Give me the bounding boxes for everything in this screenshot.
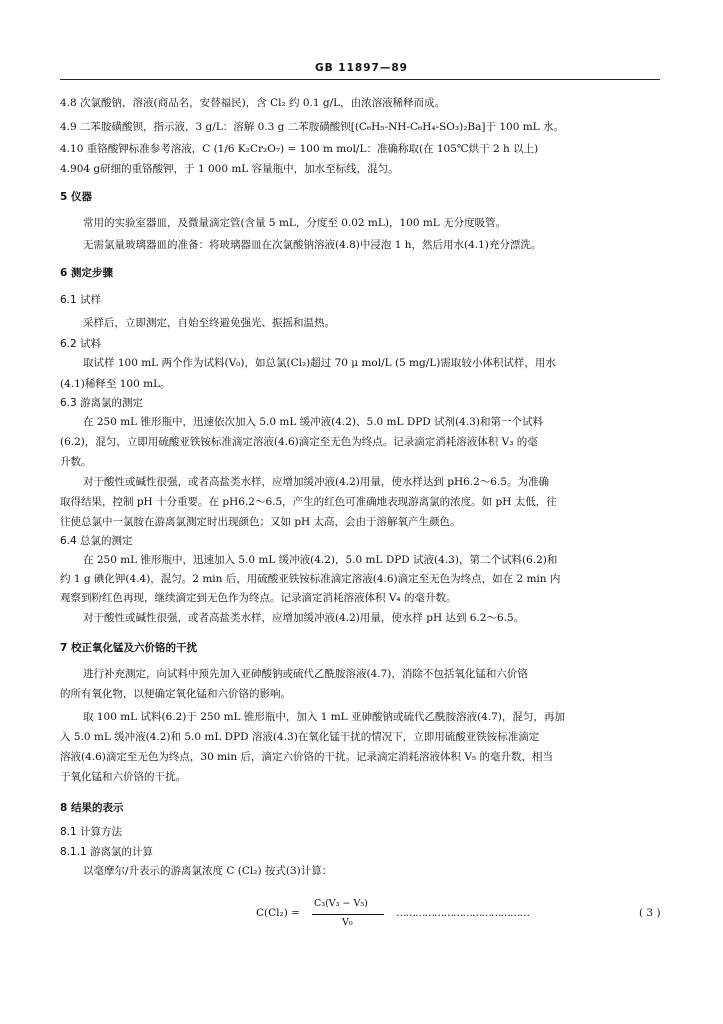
para-6-3-b: (6.2)，混匀，立即用硫酸亚铁铵标准滴定溶液(4.6)滴定至无色为终点。记录滴定消耗溶液体积 V₃ 的毫: [60, 436, 538, 448]
para-6-1: 采样后，立即测定，自始至终避免强光、振摇和温热。: [83, 317, 335, 329]
para-6-3-c: 升数。: [60, 456, 92, 468]
para-4-10: 4.10 重铬酸钾标准参考溶液，C (1/6 K₂Cr₂O₇) = 100 m mol/L：准确称取(在 105℃烘干 2 h 以上): [60, 143, 539, 155]
para-6-4-d: 对于酸性或碱性很强，或者高盐类水样，应增加缓冲液(4.2)用量，使水样 pH 达到 6.2～6.5。: [83, 612, 525, 624]
formula-3: [256, 897, 676, 937]
para-7-b: 的所有氧化物，以便确定氧化锰和六价铬的影响。: [60, 688, 291, 700]
heading-5: 5 仪器: [60, 191, 92, 203]
para-7-e: 溶液(4.6)滴定至无色为终点，30 min 后，滴定六价铬的干扰。记录滴定消耗溶液体积 V₅ 的毫升数，相当: [60, 751, 553, 763]
para-6-4-c: 观察到粉红色再现，继续滴定到无色作为终点。记录滴定消耗溶液体积 V₄ 的毫升数。: [60, 592, 457, 604]
para-4-9: 4.9 二苯胺磺酸钡，指示液，3 g/L：溶解 0.3 g 二苯胺磺酸钡[(C₆H₅-NH-C₆H₄-SO₃)₂Ba]于 100 mL 水。: [60, 121, 564, 133]
para-7-c: 取 100 mL 试料(6.2)于 250 mL 锥形瓶中，加入 1 mL 亚砷酸钠或硫代乙酰胺溶液(4.7)，混匀，再加: [83, 711, 565, 723]
para-5-b: 无需氯量玻璃器皿的准备：将玻璃器皿在次氯酸钠溶液(4.8)中浸泡 1 h，然后用水(4.1)充分漂洗。: [83, 239, 542, 251]
heading-6: 6 测定步骤: [60, 267, 113, 279]
para-6-4-b: 约 1 g 碘化钾(4.4)，混匀。2 min 后，用硫酸亚铁铵标准滴定溶液(4.6)滴定至无色为终点，如在 2 min 内: [60, 573, 561, 585]
header-rule: [60, 79, 660, 80]
formula-lhs: C(Cl₂) =: [256, 907, 300, 919]
heading-6-4: 6.4 总氯的测定: [60, 535, 133, 547]
formula-numerator: C₃(V₃ − V₅): [314, 898, 368, 909]
formula-denominator: V₀: [342, 917, 353, 928]
para-6-3-a: 在 250 mL 锥形瓶中，迅速依次加入 5.0 mL 缓冲液(4.2)、5.0 mL DPD 试剂(4.3)和第一个试料: [83, 416, 543, 428]
para-4-10-cont: 4.904 g研细的重铬酸钾，于 1 000 mL 容量瓶中，加水至标线，混匀。: [60, 163, 399, 175]
para-6-3-d: 对于酸性或碱性很强，或者高盐类水样，应增加缓冲液(4.2)用量，使水样达到 pH6.2～6.5。为准确: [83, 476, 550, 488]
para-8-1-1: 以毫摩尔/升表示的游离氯浓度 C (Cl₂) 按式(3)计算：: [83, 865, 333, 877]
para-6-2-a: 取试样 100 mL 两个作为试料(V₀)，如总氯(Cl₂)超过 70 μ mol/L (5 mg/L)需取较小体积试样，用水: [83, 357, 556, 369]
page-header: GB 11897—89: [315, 62, 408, 74]
para-6-4-a: 在 250 mL 锥形瓶中，迅速加入 5.0 mL 缓冲液(4.2)，5.0 mL DPD 试液(4.3)，第二个试料(6.2)和: [83, 554, 558, 566]
fraction-bar: [312, 914, 384, 915]
heading-7: 7 校正氧化锰及六价铬的干扰: [60, 642, 197, 654]
heading-8-1: 8.1 计算方法: [60, 826, 123, 838]
para-6-3-f: 往使总氯中一氯胺在游离氯测定时出现颜色；又如 pH 太高，会由于溶解氧产生颜色。: [60, 516, 461, 528]
heading-6-2: 6.2 试料: [60, 338, 102, 350]
para-6-2-b: (4.1)稀释至 100 mL。: [60, 378, 171, 390]
heading-6-1: 6.1 试样: [60, 294, 102, 306]
para-7-d: 入 5.0 mL 缓冲液(4.2)和 5.0 mL DPD 溶液(4.3)在氧化锰干扰的情况下，立即用硫酸亚铁铵标准滴定: [60, 731, 540, 743]
para-7-a: 进行补充测定，向试料中预先加入亚砷酸钠或硫代乙酰胺溶液(4.7)，消除不包括氧化锰和六价铬: [83, 668, 528, 680]
formula-number: ( 3 ): [639, 907, 661, 919]
para-5-a: 常用的实验室器皿，及微量滴定管(含量 5 mL，分度至 0.02 mL)，100 mL 无分度吸管。: [83, 217, 507, 229]
heading-8-1-1: 8.1.1 游离氯的计算: [60, 846, 154, 858]
heading-8: 8 结果的表示: [60, 802, 124, 814]
para-6-3-e: 取得结果，控制 pH 十分重要。在 pH6.2～6.5，产生的红色可准确地表现游离氯的浓度。如 pH 太低，往: [60, 496, 557, 508]
para-7-f: 于氧化锰和六价铬的干扰。: [60, 771, 186, 783]
para-4-8: 4.8 次氯酸钠，溶液(商品名，安替福民)，含 Cl₂ 约 0.1 g/L，由浓溶液稀释而成。: [60, 97, 446, 109]
heading-6-3: 6.3 游离氯的测定: [60, 397, 144, 409]
formula-leader-dots: ……………………………………: [396, 907, 529, 919]
